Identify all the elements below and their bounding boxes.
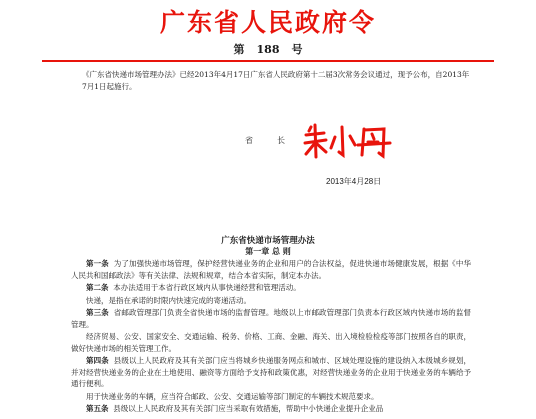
order-number: 188 [256, 43, 280, 56]
articles-body [71, 258, 471, 416]
article-text: 快递，是指在承诺的时限内快速完成的寄递活动。 [86, 295, 251, 305]
article-number: 第二条 [86, 283, 109, 292]
article-text: 省邮政管理部门负责全省快递市场的监督管理。地级以上市邮政管理部门负责本行政区域内快递市场的监督管理。 [71, 308, 472, 329]
article-text: 县级以上人民政府及其有关部门应当采取有效措施，帮助中小快递企业提升企业品 [113, 404, 384, 413]
article-paragraph [71, 331, 471, 354]
order-suffix: 号 [291, 43, 303, 56]
chapter-heading: 第一章 总 则 [245, 246, 291, 256]
article-text: 经济贸易、公安、国家安全、交通运输、税务、价格、工商、金融、海关、出入境检验检疫等部门按照各自的职责，做好快递市场的相关管理工作。 [71, 332, 471, 353]
article-paragraph [71, 403, 471, 415]
document-title: 广东省快递市场管理办法 [221, 236, 315, 246]
handwritten-signature [302, 121, 392, 161]
article-paragraph [71, 307, 471, 330]
promulgation-paragraph: 《广东省快递市场管理办法》已经2013年4月17日广东省人民政府第十二届3次常务会议通过，现予公布，自2013年7月1日起施行。 [82, 70, 470, 91]
order-number-line [0, 43, 536, 57]
article-number: 第三条 [86, 308, 109, 317]
article-paragraph [71, 295, 471, 307]
article-number: 第四条 [86, 356, 109, 365]
government-order-title: 广东省人民政府令 [159, 8, 376, 37]
article-number: 第一条 [86, 259, 109, 268]
article-paragraph [71, 282, 471, 294]
article-paragraph [71, 355, 471, 390]
signatory-title: 省长 [245, 136, 309, 145]
article-number: 第五条 [86, 404, 109, 413]
article-text: 本办法适用于本省行政区域内从事快递经营和管理活动。 [113, 283, 301, 292]
article-text: 为了加强快递市场管理，保护经营快递业务的企业和用户的合法权益，促进快递市场健康发展，根据《中华人民共和国邮政法》等有关法律、法规和规章，结合本省实际，制定本办法。 [71, 259, 472, 280]
order-prefix: 第 [233, 43, 245, 56]
article-text: 用于快递业务的车辆，应当符合邮政、公安、交通运输等部门制定的车辆技术规范要求。 [86, 391, 379, 401]
signature-date: 2013年4月28日 [326, 177, 382, 186]
red-divider-line [42, 60, 494, 62]
article-paragraph [71, 391, 471, 403]
article-text: 县级以上人民政府及其有关部门应当将城乡快递服务网点和城市、区域处理设施的建设纳入本级城乡规划，并对经营快递业务的企业在土地使用、融资等方面给予支持和政策优惠，对经营快递业务的企业用于快递业务的车辆给予通行便利。 [71, 356, 472, 388]
article-paragraph [71, 258, 471, 281]
